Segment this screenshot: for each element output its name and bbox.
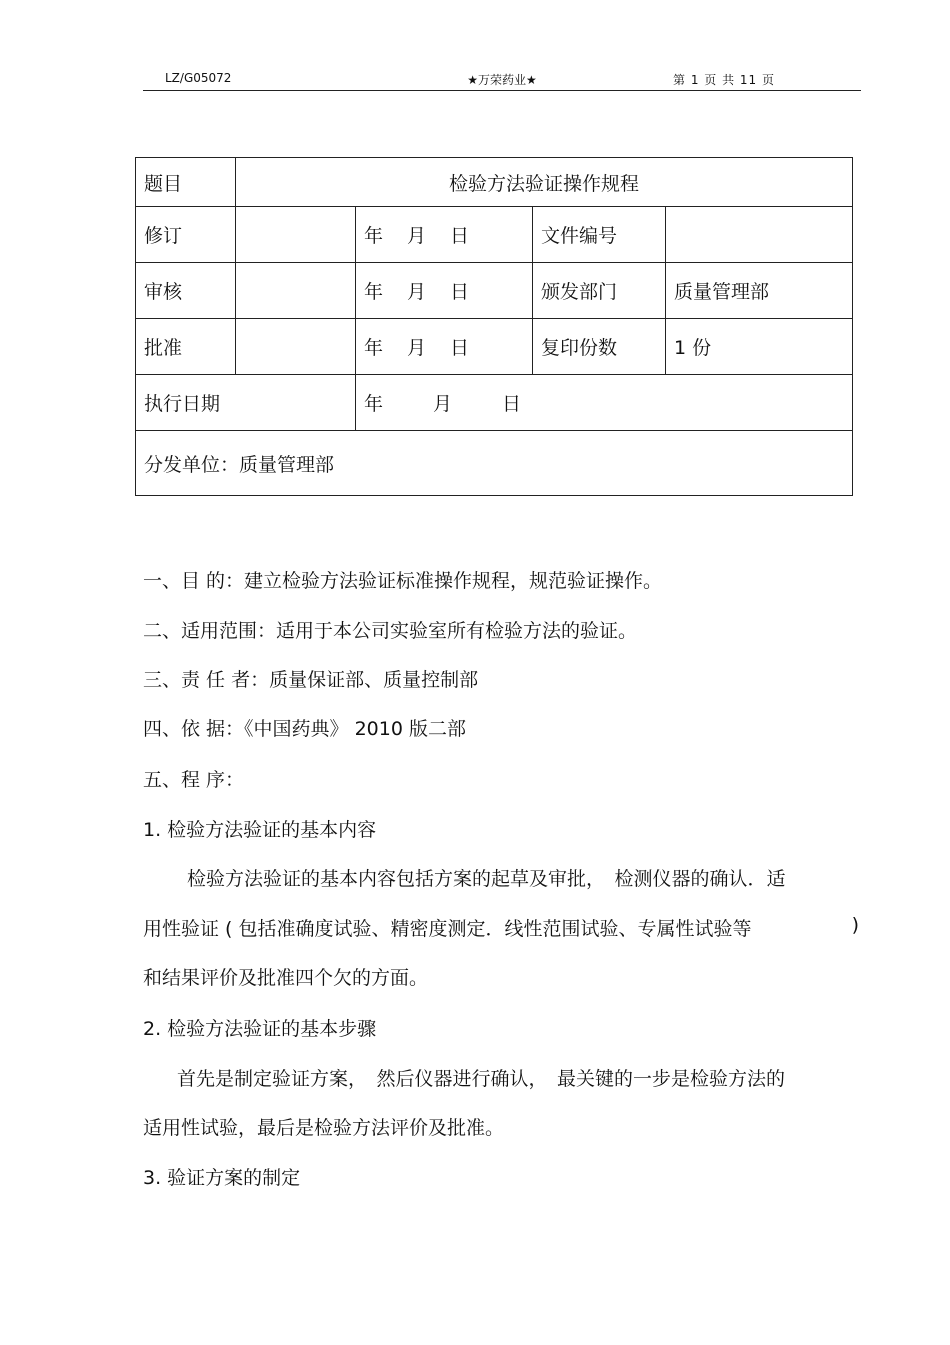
section-responsible: 三、责 任 者：质量保证部、质量控制部 — [143, 669, 479, 691]
paragraph-1-line-3: 和结果评价及批准四个欠的方面。 — [143, 967, 429, 989]
document-title: 检验方法验证操作规程 — [236, 158, 853, 207]
year-label: 年 — [364, 281, 384, 303]
page-header — [143, 66, 861, 91]
distribution-units: 分发单位：质量管理部 — [136, 431, 853, 496]
execution-date-label: 执行日期 — [136, 375, 356, 431]
paragraph-2-line-1: 首先是制定验证方案， 然后仪器进行确认， 最关键的一步是检验方法的 — [177, 1068, 786, 1090]
heading-basic-content: 1. 检验方法验证的基本内容 — [143, 819, 377, 841]
section-procedure: 五、程 序： — [143, 769, 245, 791]
paragraph-1-line-2-close: ) — [851, 914, 859, 936]
year-label: 年 — [364, 337, 384, 359]
title-label: 题目 — [136, 158, 236, 207]
revise-signature-cell — [236, 207, 356, 263]
execution-date — [356, 375, 853, 431]
review-signature-cell — [236, 263, 356, 319]
month-label: 月 — [433, 393, 453, 415]
paragraph-2-line-2: 适用性试验，最后是检验方法评价及批准。 — [143, 1117, 505, 1139]
review-label: 审核 — [136, 263, 236, 319]
distribution-row — [136, 431, 853, 496]
day-label: 日 — [450, 281, 470, 303]
company-name: ★万荣药业★ — [467, 73, 537, 87]
file-number-value — [666, 207, 853, 263]
heading-basic-steps: 2. 检验方法验证的基本步骤 — [143, 1018, 377, 1040]
execution-date-row — [136, 375, 853, 431]
day-label: 日 — [450, 225, 470, 247]
day-label: 日 — [450, 337, 470, 359]
paragraph-1-line-2-text: 用性验证 ( 包括准确度试验、精密度测定．线性范围试验、专属性试验等 — [143, 918, 752, 940]
month-label: 月 — [407, 281, 427, 303]
revise-label: 修订 — [136, 207, 236, 263]
title-row — [136, 158, 853, 207]
heading-protocol: 3. 验证方案的制定 — [143, 1167, 301, 1189]
paragraph-1-line-1: 检验方法验证的基本内容包括方案的起草及审批， 检测仪器的确认．适 — [187, 868, 786, 890]
approve-date — [356, 319, 533, 375]
document-info-table — [135, 157, 853, 496]
file-number-label: 文件编号 — [533, 207, 666, 263]
revise-date — [356, 207, 533, 263]
paragraph-1-line-2 — [143, 914, 859, 941]
month-label: 月 — [407, 225, 427, 247]
review-date — [356, 263, 533, 319]
section-scope: 二、适用范围：适用于本公司实验室所有检验方法的验证。 — [143, 620, 638, 642]
section-basis: 四、依 据：《中国药典》 2010 版二部 — [143, 718, 466, 740]
day-label: 日 — [502, 393, 522, 415]
approve-label: 批准 — [136, 319, 236, 375]
copy-count-label: 复印份数 — [533, 319, 666, 375]
revise-row — [136, 207, 853, 263]
page-number: 第 1 页 共 11 页 — [673, 73, 775, 87]
year-label: 年 — [364, 225, 384, 247]
approve-row — [136, 319, 853, 375]
approve-signature-cell — [236, 319, 356, 375]
section-purpose: 一、目 的：建立检验方法验证标准操作规程，规范验证操作。 — [143, 570, 663, 592]
review-row — [136, 263, 853, 319]
year-label: 年 — [364, 393, 384, 415]
month-label: 月 — [407, 337, 427, 359]
issuing-department-label: 颁发部门 — [533, 263, 666, 319]
copy-count-value: 1 份 — [666, 319, 853, 375]
document-number: LZ/G05072 — [165, 71, 232, 85]
issuing-department-value: 质量管理部 — [666, 263, 853, 319]
